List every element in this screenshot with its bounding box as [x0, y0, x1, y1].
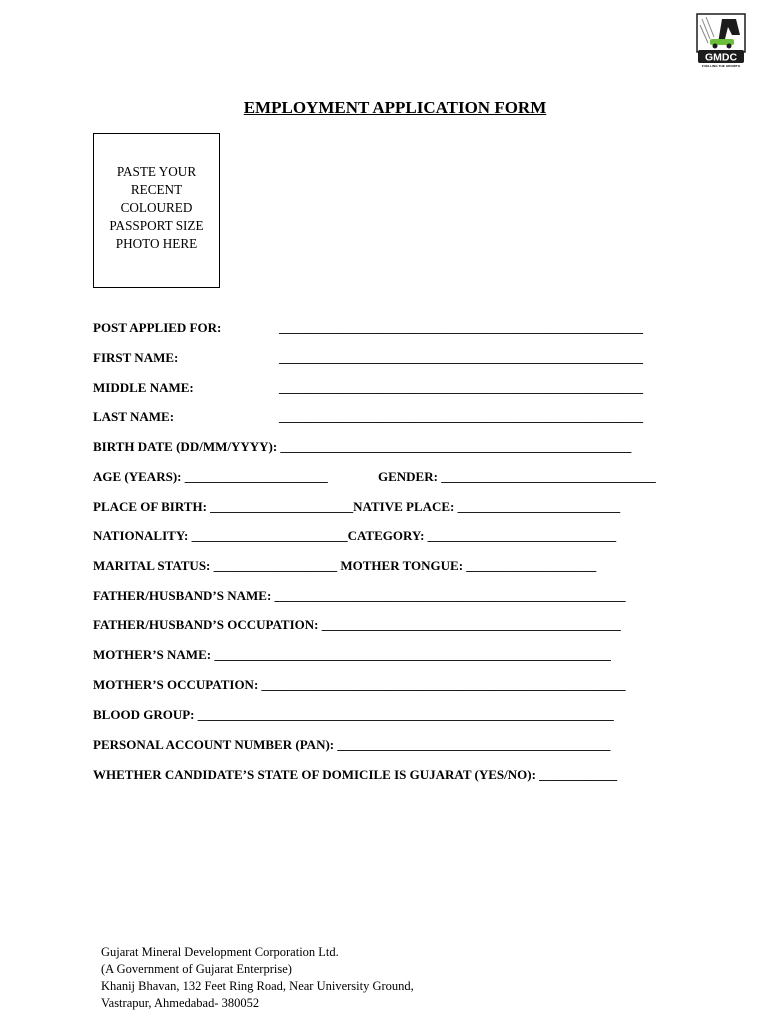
pan-field[interactable]: PERSONAL ACCOUNT NUMBER (PAN): __________________________________________ [93, 737, 611, 752]
post-applied-line[interactable]: ________________________________________________________ [279, 320, 643, 335]
gmdc-logo-icon [696, 13, 746, 71]
photo-box-text: PASTE YOUR RECENT COLOURED PASSPORT SIZE PHOTO HERE [109, 164, 204, 251]
father-occupation-field[interactable]: FATHER/HUSBAND’S OCCUPATION: ______________________________________________ [93, 617, 621, 632]
logo-text: GMDC [704, 51, 738, 64]
middle-name-line[interactable]: ________________________________________________________ [279, 380, 643, 395]
footer-line-street: Khanij Bhavan, 132 Feet Ring Road, Near University Ground, [101, 979, 414, 993]
blood-group-field[interactable]: BLOOD GROUP: ________________________________________________________________ [93, 707, 614, 722]
mother-name-field[interactable]: MOTHER’S NAME: _____________________________________________________________ [93, 647, 611, 662]
footer-line-city: Vastrapur, Ahmedabad- 380052 [101, 996, 260, 1010]
footer-line-enterprise: (A Government of Gujarat Enterprise) [101, 962, 292, 976]
father-name-field[interactable]: FATHER/HUSBAND’S NAME: ______________________________________________________ [93, 588, 626, 603]
photo-box [93, 133, 220, 288]
gender-field[interactable]: GENDER: _________________________________ [378, 469, 656, 484]
footer-address [101, 944, 414, 1012]
last-name-label: LAST NAME: [93, 409, 175, 424]
footer-line-company: Gujarat Mineral Development Corporation Ltd. [101, 945, 339, 959]
post-applied-label: POST APPLIED FOR: [93, 320, 222, 335]
first-name-line[interactable]: ________________________________________________________ [279, 350, 643, 365]
first-name-label: FIRST NAME: [93, 350, 179, 365]
last-name-line[interactable]: ________________________________________________________ [279, 409, 643, 424]
place-of-birth-field[interactable]: PLACE OF BIRTH: ______________________NATIVE PLACE: _________________________ [93, 499, 621, 514]
birth-date-field[interactable]: BIRTH DATE (DD/MM/YYYY): ______________________________________________________ [93, 439, 632, 454]
marital-status-field[interactable]: MARITAL STATUS: ___________________ MOTHER TONGUE: ____________________ [93, 558, 597, 573]
mother-occupation-field[interactable]: MOTHER’S OCCUPATION: ________________________________________________________ [93, 677, 626, 692]
age-field[interactable]: AGE (YEARS): ______________________ [93, 469, 328, 484]
logo-tagline: FUELLING THE GROWTH [701, 64, 741, 68]
domicile-field[interactable]: WHETHER CANDIDATE’S STATE OF DOMICILE IS GUJARAT (YES/NO): ____________ [93, 767, 618, 782]
nationality-field[interactable]: NATIONALITY: ________________________CATEGORY: _____________________________ [93, 528, 617, 543]
page-title: EMPLOYMENT APPLICATION FORM [243, 98, 547, 117]
middle-name-label: MIDDLE NAME: [93, 380, 194, 395]
